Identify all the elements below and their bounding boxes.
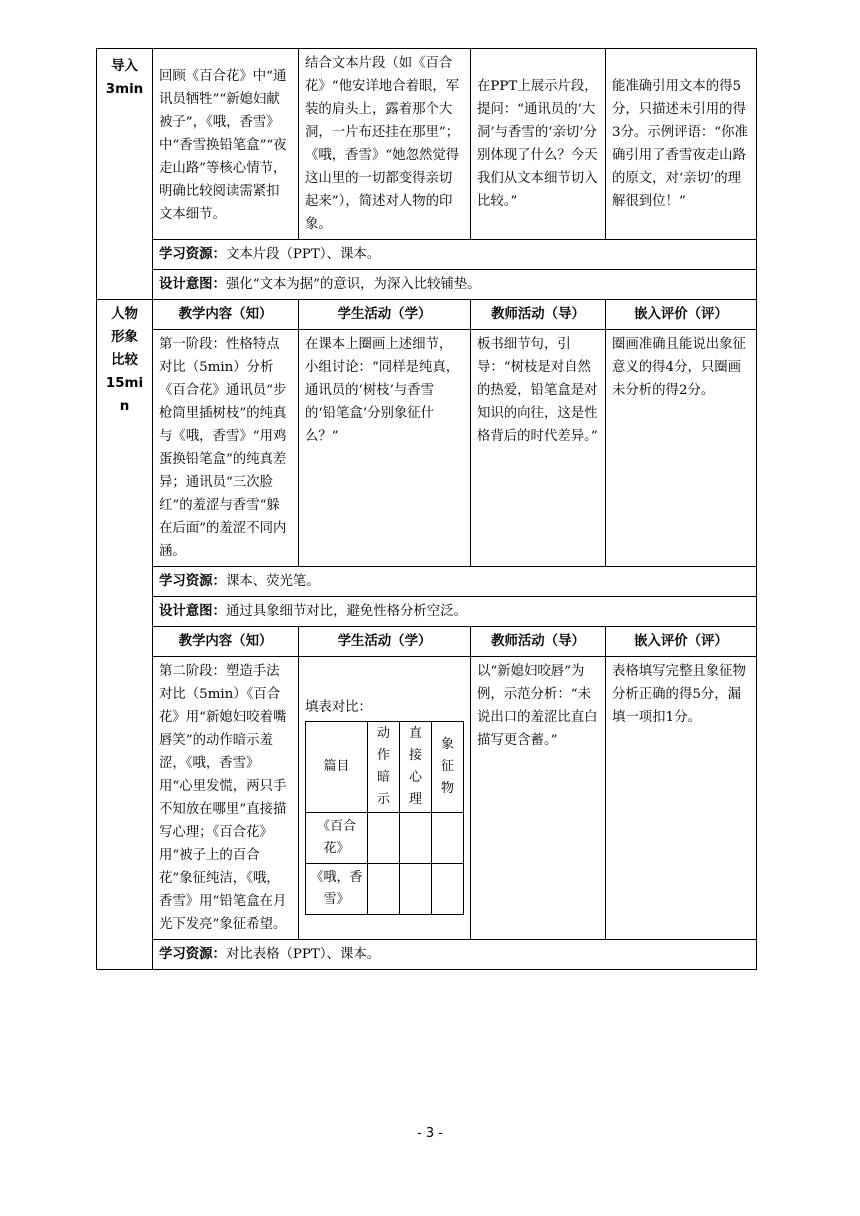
stage2-teacher: 以“新媳妇咬唇”为例，示范分析：“未说出口的羞涩比直白描写更含蓄。”	[471, 657, 606, 940]
fill-table-blank-cell[interactable]	[432, 813, 464, 864]
stage2-content: 第二阶段：塑造手法对比（5min）《百合花》用“新媳妇咬着嘴唇笑”的动作暗示羞涩，《哦，香雪》用“心里发慌，两只手不知放在哪里”直接描写心理；《百合花》用“被子上的百合花”象征纯洁，《哦，香雪》用“铅笔盒在月光下发亮”象征希望。	[153, 657, 299, 940]
fill-table-blank-cell[interactable]	[400, 864, 432, 915]
stage2-eval: 表格填写完整且象征物分析正确的得5分，漏填一项扣1分。	[606, 657, 757, 940]
phase-cell-intro	[97, 49, 153, 300]
stage1-resources-row	[97, 567, 757, 597]
lesson-plan-table	[96, 48, 757, 970]
stage1-teacher: 板书细节句，引导：“树枝是对自然的热爱，铅笔盒是对知识的向往，这是性格背后的时代差异。”	[471, 330, 606, 567]
fill-table-blank-cell[interactable]	[368, 864, 400, 915]
header-content: 教学内容（知）	[153, 627, 299, 657]
stage2-student	[299, 657, 471, 940]
header-content: 教学内容（知）	[153, 300, 299, 330]
header-student: 学生活动（学）	[299, 300, 471, 330]
stage1-intent: 设计意图：通过具象细节对比，避免性格分析空泛。	[153, 597, 757, 627]
header-row-1	[97, 300, 757, 330]
stage2-resources: 学习资源：对比表格（PPT）、课本。	[153, 940, 757, 970]
fill-table-intro: 填表对比：	[305, 700, 372, 715]
phase-cell-compare	[97, 300, 153, 970]
stage1-intent-row	[97, 597, 757, 627]
fill-table-row	[306, 864, 464, 915]
fill-table-blank-cell[interactable]	[368, 813, 400, 864]
fill-table-head-cell: 直接心理	[400, 722, 432, 813]
phase-time: 15min	[105, 376, 144, 414]
intro-intent: 设计意图：强化“文本为据”的意识，为深入比较铺垫。	[153, 270, 757, 300]
fill-table-head-cell: 动作暗示	[368, 722, 400, 813]
intro-student: 结合文本片段（如《百合花》“他安详地合着眼，军装的肩头上，露着那个大洞，一片布还挂在那里”；《哦，香雪》“她忽然觉得这山里的一切都变得亲切起来”），简述对人物的印象。	[299, 49, 471, 240]
stage1-eval: 圈画准确且能说出象征意义的得4分，只圈画未分析的得2分。	[606, 330, 757, 567]
stage1-content: 第一阶段：性格特点对比（5min）分析《百合花》通讯员“步枪筒里插树枝”的纯真与《哦，香雪》“用鸡蛋换铅笔盒”的纯真差异；通讯员“三次脸红”的羞涩与香雪“躲在后面”的羞涩不同内涵。	[153, 330, 299, 567]
header-teacher: 教师活动（导）	[471, 627, 606, 657]
intro-resources: 学习资源：文本片段（PPT）、课本。	[153, 240, 757, 270]
fill-table-head-cell: 象征物	[432, 722, 464, 813]
intro-row	[97, 49, 757, 240]
header-eval: 嵌入评价（评）	[606, 627, 757, 657]
stage1-student: 在课本上圈画上述细节，小组讨论：“同样是纯真，通讯员的‘树枝’与香雪的‘铅笔盒’分别象征什么？”	[299, 330, 471, 567]
comparison-fill-table	[305, 721, 464, 915]
intro-teacher: 在PPT上展示片段，提问：“通讯员的‘大洞’与香雪的‘亲切’分别体现了什么？今天我们从文本细节切入比较。”	[471, 49, 606, 240]
intro-resources-row	[97, 240, 757, 270]
phase-name: 人物形象比较	[111, 307, 138, 368]
intro-intent-row	[97, 270, 757, 300]
fill-table-head-cell: 篇目	[306, 722, 368, 813]
stage2-resources-row	[97, 940, 757, 970]
fill-table-blank-cell[interactable]	[400, 813, 432, 864]
intro-eval: 能准确引用文本的得5分，只描述未引用的得3分。示例评语：“你准确引用了香雪夜走山路的原文，对‘亲切’的理解很到位！”	[606, 49, 757, 240]
fill-table-blank-cell[interactable]	[432, 864, 464, 915]
fill-table-row	[306, 813, 464, 864]
fill-table-header	[306, 722, 464, 813]
header-row-2	[97, 627, 757, 657]
fill-table-title-cell: 《哦，香雪》	[306, 864, 368, 915]
header-eval: 嵌入评价（评）	[606, 300, 757, 330]
page-number: - 3 -	[417, 1126, 443, 1141]
stage1-resources: 学习资源：课本、荧光笔。	[153, 567, 757, 597]
header-student: 学生活动（学）	[299, 627, 471, 657]
phase-time: 3min	[105, 82, 144, 97]
stage1-row	[97, 330, 757, 567]
phase-name: 导入	[111, 59, 138, 74]
stage2-row	[97, 657, 757, 940]
intro-content: 回顾《百合花》中“通讯员牺牲”“新媳妇献被子”，《哦，香雪》中“香雪换铅笔盒”“夜走山路”等核心情节，明确比较阅读需紧扣文本细节。	[153, 49, 299, 240]
fill-table-title-cell: 《百合花》	[306, 813, 368, 864]
header-teacher: 教师活动（导）	[471, 300, 606, 330]
